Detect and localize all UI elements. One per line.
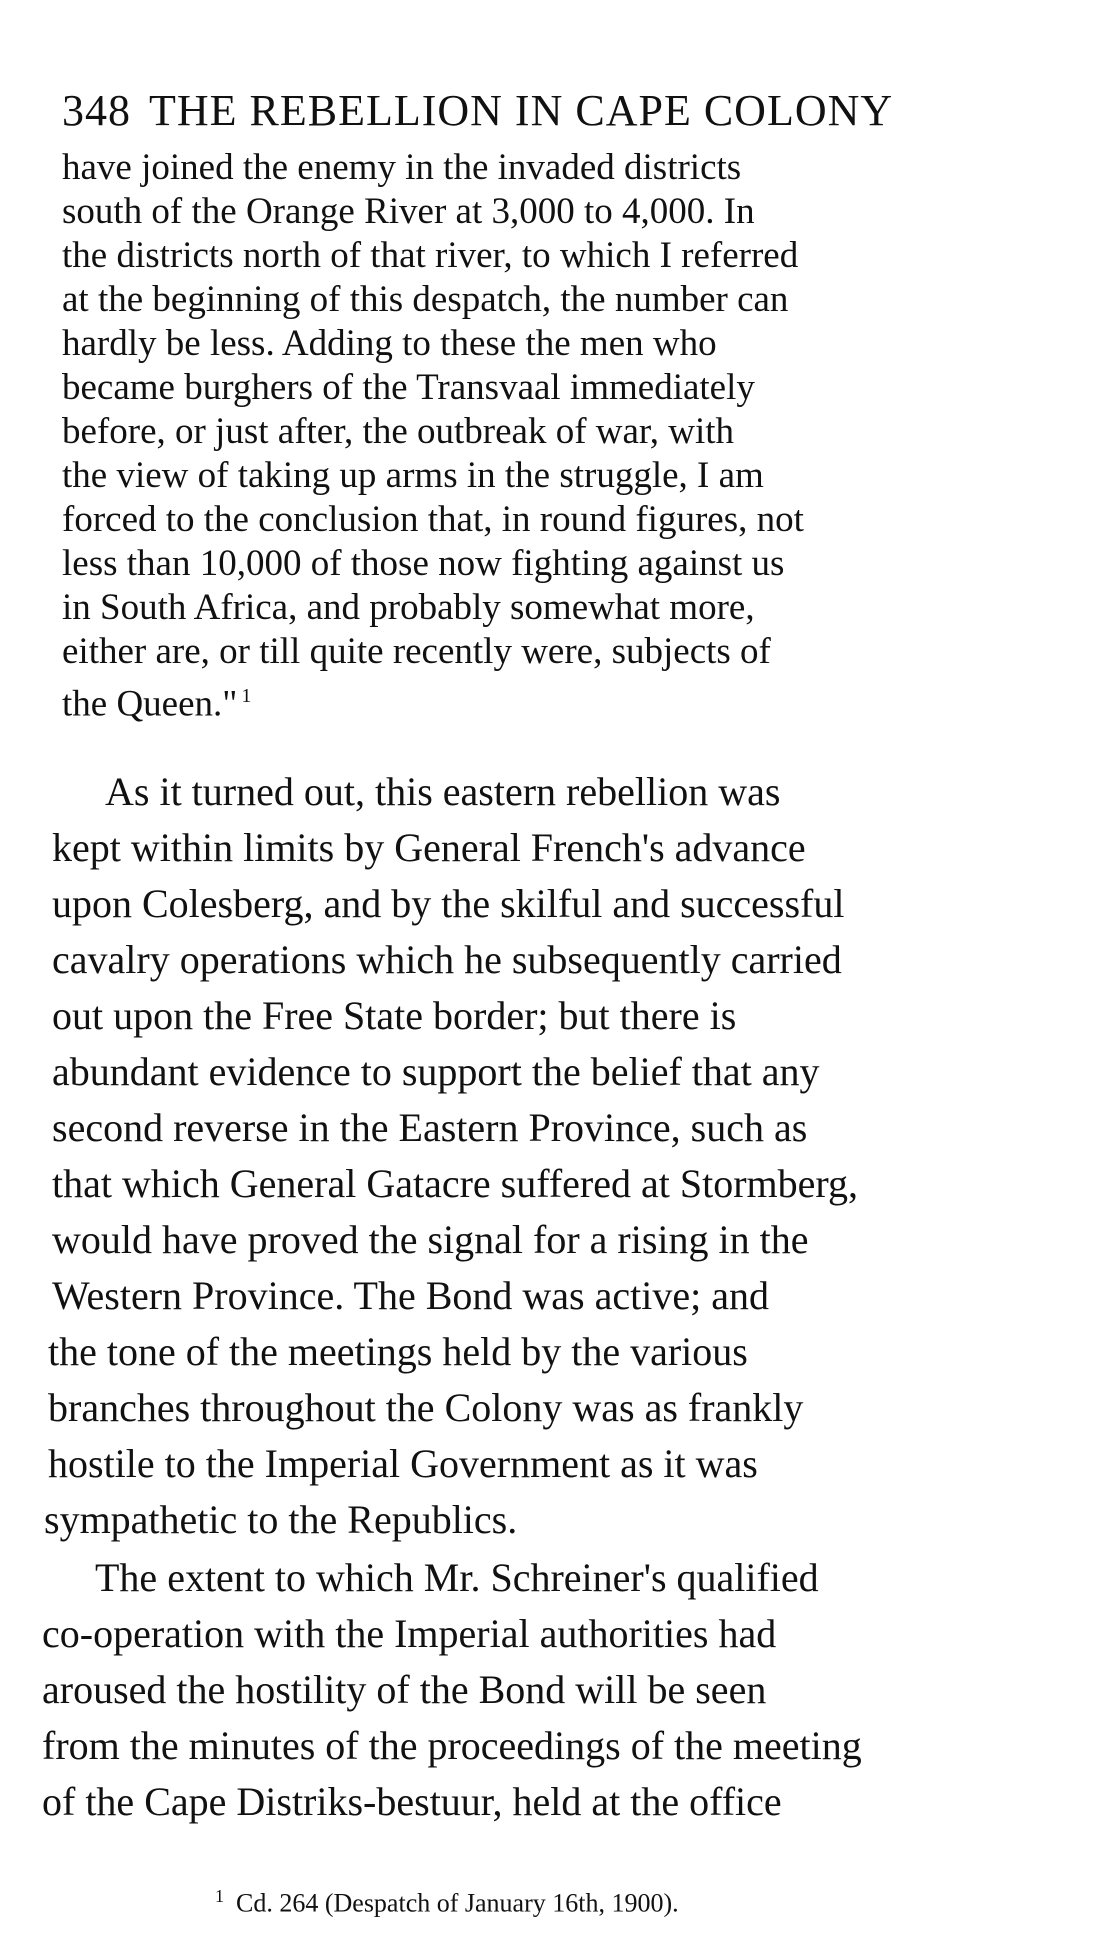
running-title: THE REBELLION IN CAPE COLONY xyxy=(149,86,894,135)
text-line: at the beginning of this despatch, the number can xyxy=(62,279,789,320)
text-line: less than 10,000 of those now fighting against us xyxy=(62,543,785,584)
text-line: cavalry operations which he subsequently carried xyxy=(52,937,842,982)
running-header xyxy=(62,86,1062,136)
text-line: sympathetic to the Republics. xyxy=(44,1497,518,1542)
text-line: As it turned out, this eastern rebellion was xyxy=(105,769,781,814)
text-line: upon Colesberg, and by the skilful and successful xyxy=(52,881,845,926)
text-line: kept within limits by General French's advance xyxy=(52,825,806,870)
text-line: would have proved the signal for a rising in the xyxy=(52,1217,809,1262)
text-line: abundant evidence to support the belief that any xyxy=(52,1049,820,1094)
text-line: the districts north of that river, to which I referred xyxy=(62,235,799,276)
quote-closing-text: the Queen." xyxy=(62,683,238,725)
text-line: became burghers of the Transvaal immediately xyxy=(62,367,755,408)
text-line: branches throughout the Colony was as frankly xyxy=(48,1385,804,1430)
footnote xyxy=(215,1880,679,1920)
text-line: co-operation with the Imperial authorities had xyxy=(42,1611,777,1656)
text-line: aroused the hostility of the Bond will be seen xyxy=(42,1667,767,1712)
text-line: have joined the enemy in the invaded districts xyxy=(62,147,742,188)
text-line: Western Province. The Bond was active; and xyxy=(52,1273,769,1318)
text-line: from the minutes of the proceedings of the meeting xyxy=(42,1723,862,1768)
text-line: either are, or till quite recently were, subjects of xyxy=(62,631,771,672)
footnote-text: Cd. 264 (Despatch of January 16th, 1900). xyxy=(236,1888,679,1918)
text-line: the view of taking up arms in the struggle, I am xyxy=(62,455,764,496)
text-line-last xyxy=(62,674,251,726)
text-line: south of the Orange River at 3,000 to 4,000. In xyxy=(62,191,755,232)
footnote-reference: 1 xyxy=(241,685,252,707)
text-line: out upon the Free State border; but there is xyxy=(52,993,737,1038)
text-line: the tone of the meetings held by the various xyxy=(48,1329,748,1374)
text-line: hardly be less. Adding to these the men who xyxy=(62,323,717,364)
text-line: in South Africa, and probably somewhat more, xyxy=(62,587,755,628)
text-line: second reverse in the Eastern Province, such as xyxy=(52,1105,808,1150)
text-line: before, or just after, the outbreak of war, with xyxy=(62,411,735,452)
text-line: forced to the conclusion that, in round figures, not xyxy=(62,499,804,540)
text-line: of the Cape Distriks-bestuur, held at the office xyxy=(42,1779,782,1824)
page-number: 348 xyxy=(62,86,131,135)
footnote-mark: 1 xyxy=(215,1886,224,1906)
text-line: hostile to the Imperial Government as it was xyxy=(48,1441,758,1486)
text-line: The extent to which Mr. Schreiner's qualified xyxy=(95,1555,819,1600)
text-line: that which General Gatacre suffered at Stormberg, xyxy=(52,1161,858,1206)
